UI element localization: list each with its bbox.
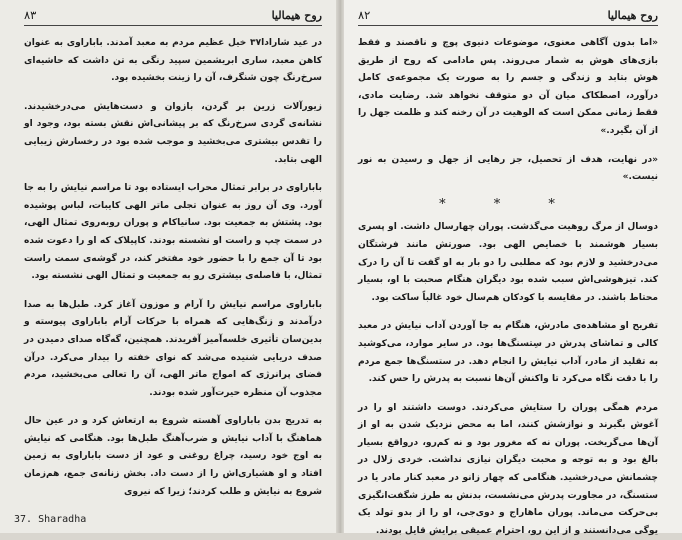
left-running-title: روح هیمالیا <box>271 9 322 22</box>
left-running-head <box>24 8 322 26</box>
paragraph: به تدریج بدن باباراوی آهسته شروع به ارتعاش کرد و در عین حال هماهنگ با آداب نیایش و ضرب‌آهنگ طبل‌ها بود. هنگامی که نیایش به اوج خود رسید، چراغ روغنی و عود از دست باباراوی به زمین افتاد و او هشیاری‌اش را از دست داد. بخش زنانه‌ی جمع، هم‌زمان شروع به نیایش و طلب کردند؛ زیرا که نیروی <box>24 416 322 497</box>
paragraph: باباراوی مراسم نیایش را آرام و موزون آغاز کرد. طبل‌ها به صدا درآمدند و زنگ‌هایی که همراه با حرکات آرام باباراوی پیوسته و بدین‌سان تأثیری خلسه‌آمیز آفریدند. همچنین، گه‌گاه صدای دمیدن در صدف دریایی شنیده می‌شد که نوای خفته را بیدار می‌کرد. درآن فضای پرانرژی که امواج ماتر الهی، آن را تعالی می‌بخشید، مردم مجذوب آن منظره حیرت‌آور شده بودند. <box>24 299 322 398</box>
paragraph: باباراوی در برابر تمثال محراب ایستاده بود تا مراسم نیایش را به جا آورد. وی آن روز به عنوان تجلی ماتر الهی کایبات، لباس پوشیده بود. پشتش به جمعیت بود. سانیاکام و پوران روبه‌روی تمثال الهی، در سمت چپ و راست او نشسته بودند. کاپیلاک که او را دعوت شده بود تا آن جمع را با حضور خود مفتخر کند، در گوشه‌ی سمت راست تمثال، با فاصله‌ی بیشتری رو به جمعیت و تمثال الهی نشسته بود. <box>24 183 322 282</box>
right-page <box>344 0 682 536</box>
left-page-number: ۸۳ <box>24 8 37 22</box>
paragraph: زیورآلات زرین بر گردن، بازوان و دست‌هایش می‌درخشیدند. نشانه‌ی گردی سرخ‌رنگ که بر پیشانی‌اش نقش بسته بود، وجود او را تقدس بیشتری می‌بخشید و موجب شده بود در رخسارش زیبایی الهی بتابد. <box>24 101 322 165</box>
right-running-title: روح هیمالیا <box>607 9 658 22</box>
right-body-text <box>358 35 658 540</box>
paragraph: تفریح او مشاهده‌ی مادرش، هنگام به جا آوردن آداب نیایش در معبد کالی و تماشای پدرش در سِتسنگ‌ها بود. در سایر موارد، می‌کوشید به تقلید از مادر، آداب نیایش را انجام دهد. در ستسنگ‌ها جمع مردم را با دقت نگاه می‌کرد تا واکنش آن‌ها نسبت به پدرش را حس کند. <box>358 321 658 385</box>
left-body-text <box>24 35 322 501</box>
quote-paragraph: «اما بدون آگاهی معنوی، موضوعات دنیوی پوچ و ناقصند و فقط بازی‌های هوش به شمار می‌روند. پس مادامی که روح از طریق هوش بتابد و زندگی و جسم را به صورت یک مجموعه‌ی کامل درآورد، اصطکاک میان آن دو متوقف نخواهد شد. رضایت مادی، فقط زمانی ممکن است که الوهیت در آن رخنه کند و ظلمت جهل را از آن بگیرد.» <box>358 38 658 136</box>
footnote: 37. Sharadha <box>14 514 87 525</box>
paragraph: در عید شارادا۳۷ خیل عظیم مردم به معبد آمدند. باباراوی به عنوان کاهن معبد، ساری ابریشمین سپید رنگی به تن داشت که حاشیه‌ای سرخ‌رنگ چون شنگرف، آن را زینت بخشیده بود. <box>24 38 323 84</box>
right-page-number: ۸۲ <box>358 8 371 22</box>
quote-paragraph: «در نهایت، هدف از تحصیل، جز رهایی از جهل و رسیدن به نور نیست.» <box>358 154 658 183</box>
paragraph: مردم همگی پوران را ستایش می‌کردند. دوست داشتند او را در آغوش بگیرند و نوازشش کنند، اما به محض نزدیک شدن به او از آن‌ها می‌گریخت. پوران نه که مغرور بود و نه کم‌رو، درواقع بسیار بالغ بود و به توجه و محبت دیگران نیازی نداشت. خردی زلال در چشمانش می‌درخشید. هنگامی که چهار زانو در معبد کنار مادر یا در ستسنگ، در مجاورت پدرش می‌نشست، بدنش به طرز شگفت‌انگیزی بی‌حرکت می‌ماند. پوران ماهاراج و دوی‌جی، او را از بدو تولد یک یوگی می‌دانستند و از این رو، احترام عمیقی برایش قایل بودند. <box>358 402 658 536</box>
paragraph: دوسال از مرگ روهیت می‌گذشت. پوران چهارسال داشت. او پسری بسیار هوشمند با خصایص الهی بود. صورتش مانند فرشتگان می‌درخشید و لازم بود که مطلبی را دو بار به او گفت تا آن را درک کند. تیزهوشی‌اش سبب شده بود دیگران هنگام صحبت با او، بسیار محتاط باشند. در مقایسه با کودکان هم‌سال خود غالباً ساکت بود. <box>358 222 658 303</box>
left-page <box>0 0 338 533</box>
right-running-head <box>358 8 658 26</box>
section-separator: * * * <box>439 196 577 212</box>
